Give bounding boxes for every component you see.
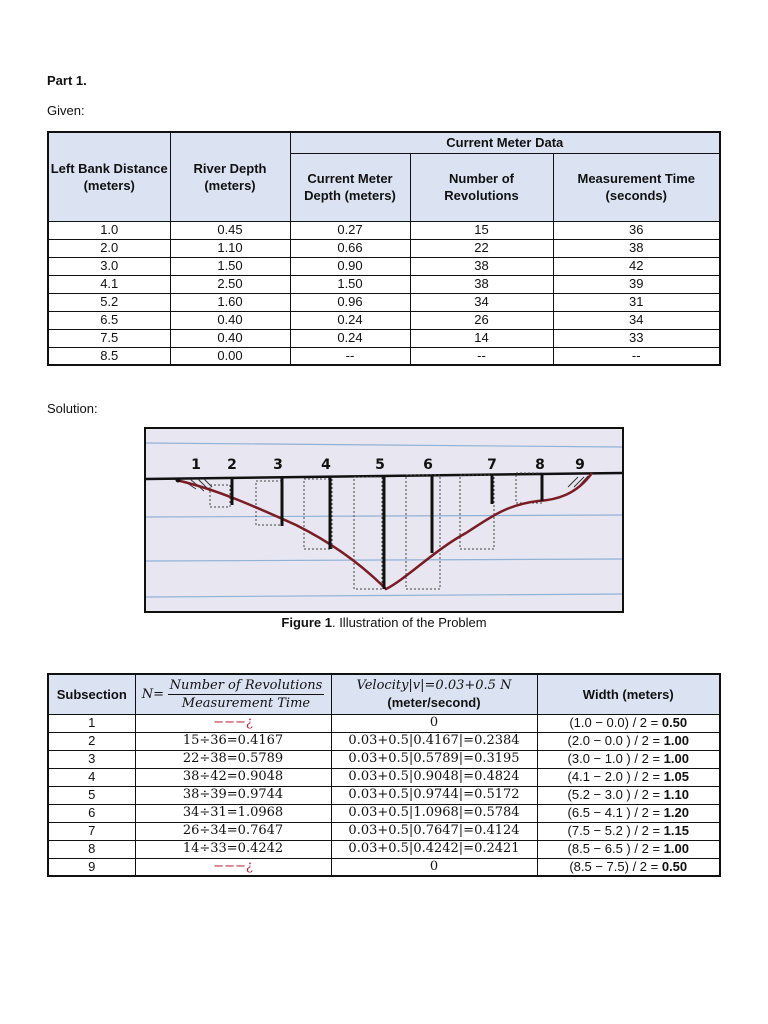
table-cell: 34 (410, 293, 553, 311)
subsection-cell: 9 (48, 858, 135, 876)
table-cell: 1.50 (170, 257, 290, 275)
subsection-number-label: 6 (423, 457, 433, 473)
table-row (48, 714, 720, 732)
n-value-cell: −−−¿ (135, 714, 331, 732)
header-velocity (331, 674, 537, 714)
given-data-table (47, 131, 721, 366)
width-expression: (8.5 − 6.5 ) / 2 = (567, 841, 664, 856)
width-result: 1.15 (663, 823, 689, 838)
width-expression: (3.0 − 1.0 ) / 2 = (567, 751, 664, 766)
n-value-cell: 14÷33=0.4242 (135, 840, 331, 858)
velocity-cell: 0.03+0.5|1.0968|=0.5784 (331, 804, 537, 822)
table-cell: 38 (553, 239, 720, 257)
table-row (48, 786, 720, 804)
n-value-cell: 26÷34=0.7647 (135, 822, 331, 840)
table-cell: 42 (553, 257, 720, 275)
table-cell: 0.66 (290, 239, 410, 257)
table-cell: 34 (553, 311, 720, 329)
subsection-cell: 5 (48, 786, 135, 804)
width-result: 1.00 (663, 751, 689, 766)
table-cell: 38 (410, 257, 553, 275)
table-cell: 8.5 (48, 347, 170, 365)
n-numerator: Number of Revolutions (169, 677, 323, 693)
table-cell: 1.0 (48, 221, 170, 239)
table-row (48, 311, 720, 329)
velocity-cell: 0.03+0.5|0.7647|=0.4124 (331, 822, 537, 840)
table-cell: 2.0 (48, 239, 170, 257)
subsection-number-label: 3 (273, 457, 283, 473)
subsection-number-label: 8 (535, 457, 545, 473)
n-value-cell: 38÷42=0.9048 (135, 768, 331, 786)
subsection-cell: 4 (48, 768, 135, 786)
width-result: 1.05 (663, 769, 689, 784)
width-cell (537, 768, 720, 786)
subsection-cell: 8 (48, 840, 135, 858)
solution-table (47, 673, 721, 877)
velocity-formula: Velocity|v|=0.03+0.5 N (356, 678, 512, 694)
width-expression: (7.5 − 5.2 ) / 2 = (567, 823, 664, 838)
subsection-number-label: 2 (227, 457, 237, 473)
header-left-bank: Left Bank Distance (meters) (48, 132, 170, 221)
table-cell: 38 (410, 275, 553, 293)
table-cell: 1.60 (170, 293, 290, 311)
velocity-cell: 0.03+0.5|0.9744|=0.5172 (331, 786, 537, 804)
river-cross-section-figure (144, 427, 624, 613)
table-cell: 0.40 (170, 329, 290, 347)
width-cell (537, 840, 720, 858)
width-result: 1.10 (663, 787, 689, 802)
n-prefix: N= (141, 686, 164, 702)
table-cell: 5.2 (48, 293, 170, 311)
table-row (48, 293, 720, 311)
cross-section-sketch (146, 429, 622, 611)
velocity-cell: 0.03+0.5|0.4242|=0.2421 (331, 840, 537, 858)
table-cell: 39 (553, 275, 720, 293)
table-cell: 0.27 (290, 221, 410, 239)
width-expression: (8.5 − 7.5) / 2 = (569, 858, 662, 874)
width-expression: (5.2 − 3.0 ) / 2 = (567, 787, 664, 802)
table-row (48, 275, 720, 293)
table-cell: 31 (553, 293, 720, 311)
subsection-number-label: 4 (321, 457, 331, 473)
ruled-line (146, 594, 622, 597)
subsection-number-label: 9 (575, 457, 585, 473)
subsection-number-label: 1 (191, 457, 201, 473)
table-cell: 0.24 (290, 329, 410, 347)
width-cell (537, 750, 720, 768)
table-row (48, 239, 720, 257)
table-cell: 14 (410, 329, 553, 347)
width-cell (537, 804, 720, 822)
velocity-cell: 0.03+0.5|0.5789|=0.3195 (331, 750, 537, 768)
solution-label: Solution: (47, 401, 98, 416)
velocity-cell: 0.03+0.5|0.9048|=0.4824 (331, 768, 537, 786)
table-cell: 4.1 (48, 275, 170, 293)
velocity-unit: (meter/second) (387, 695, 481, 711)
n-value-cell: 22÷38=0.5789 (135, 750, 331, 768)
table-cell: -- (410, 347, 553, 365)
n-fraction (168, 677, 325, 712)
width-cell (537, 786, 720, 804)
table-cell: 0.90 (290, 257, 410, 275)
table-cell: 15 (410, 221, 553, 239)
velocity-cell: 0 (331, 714, 537, 732)
part-title: Part 1. (47, 73, 87, 88)
width-cell (537, 858, 720, 876)
figure-caption-label: Figure 1 (281, 615, 332, 630)
table-row (48, 750, 720, 768)
table-cell: 1.10 (170, 239, 290, 257)
figure-caption (0, 615, 768, 630)
width-cell (537, 732, 720, 750)
width-expression: (1.0 − 0.0) / 2 = (569, 715, 662, 730)
table-cell: -- (290, 347, 410, 365)
table-row (48, 329, 720, 347)
table-cell: 0.00 (170, 347, 290, 365)
header-current-meter-data: Current Meter Data (290, 132, 720, 153)
table-cell: 7.5 (48, 329, 170, 347)
n-value-cell: 38÷39=0.9744 (135, 786, 331, 804)
velocity-cell: 0.03+0.5|0.4167|=0.2384 (331, 732, 537, 750)
table-row (48, 768, 720, 786)
table-row (48, 257, 720, 275)
table-cell: 36 (553, 221, 720, 239)
header-revolutions: Number of Revolutions (410, 153, 553, 221)
table-row (48, 840, 720, 858)
table-row (48, 347, 720, 365)
width-result: 1.20 (663, 805, 689, 820)
table-cell: 26 (410, 311, 553, 329)
table-row (48, 858, 720, 876)
width-result: 0.50 (661, 858, 688, 874)
width-expression: (6.5 − 4.1 ) / 2 = (567, 805, 664, 820)
n-value-cell: 34÷31=1.0968 (135, 804, 331, 822)
n-denominator: Measurement Time (181, 695, 311, 711)
width-result: 0.50 (661, 715, 688, 730)
ruled-line (146, 443, 622, 447)
width-result: 1.00 (663, 733, 689, 748)
table-cell: 3.0 (48, 257, 170, 275)
subsection-number-label: 5 (375, 457, 385, 473)
width-cell (537, 714, 720, 732)
header-river-depth: River Depth (meters) (170, 132, 290, 221)
n-value-cell: 15÷36=0.4167 (135, 732, 331, 750)
subsection-cell: 2 (48, 732, 135, 750)
table-cell: -- (553, 347, 720, 365)
header-meter-depth: Current Meter Depth (meters) (290, 153, 410, 221)
table-row (48, 822, 720, 840)
subsection-cell: 1 (48, 714, 135, 732)
width-result: 1.00 (663, 841, 689, 856)
header-n-formula (135, 674, 331, 714)
table-cell: 0.45 (170, 221, 290, 239)
table-cell: 0.40 (170, 311, 290, 329)
n-value-cell: −−−¿ (135, 858, 331, 876)
left-bank-point (176, 478, 181, 483)
figure-caption-text: . Illustration of the Problem (331, 615, 487, 630)
header-measurement-time: Measurement Time (seconds) (553, 153, 720, 221)
table-cell: 1.50 (290, 275, 410, 293)
table-cell: 33 (553, 329, 720, 347)
table-cell: 2.50 (170, 275, 290, 293)
table-row (48, 732, 720, 750)
velocity-cell: 0 (331, 858, 537, 876)
table-cell: 0.96 (290, 293, 410, 311)
header-width: Width (meters) (537, 674, 720, 714)
table-cell: 6.5 (48, 311, 170, 329)
header-subsection: Subsection (48, 674, 135, 714)
width-expression: (2.0 − 0.0 ) / 2 = (567, 733, 664, 748)
table-row (48, 221, 720, 239)
width-cell (537, 822, 720, 840)
subsection-number-label: 7 (487, 457, 497, 473)
subsection-cell: 3 (48, 750, 135, 768)
given-label: Given: (47, 103, 85, 118)
subsection-cell: 7 (48, 822, 135, 840)
subsection-cell: 6 (48, 804, 135, 822)
table-row (48, 804, 720, 822)
depth-verticals (232, 473, 542, 589)
table-cell: 0.24 (290, 311, 410, 329)
width-expression: (4.1 − 2.0 ) / 2 = (567, 769, 664, 784)
table-cell: 22 (410, 239, 553, 257)
